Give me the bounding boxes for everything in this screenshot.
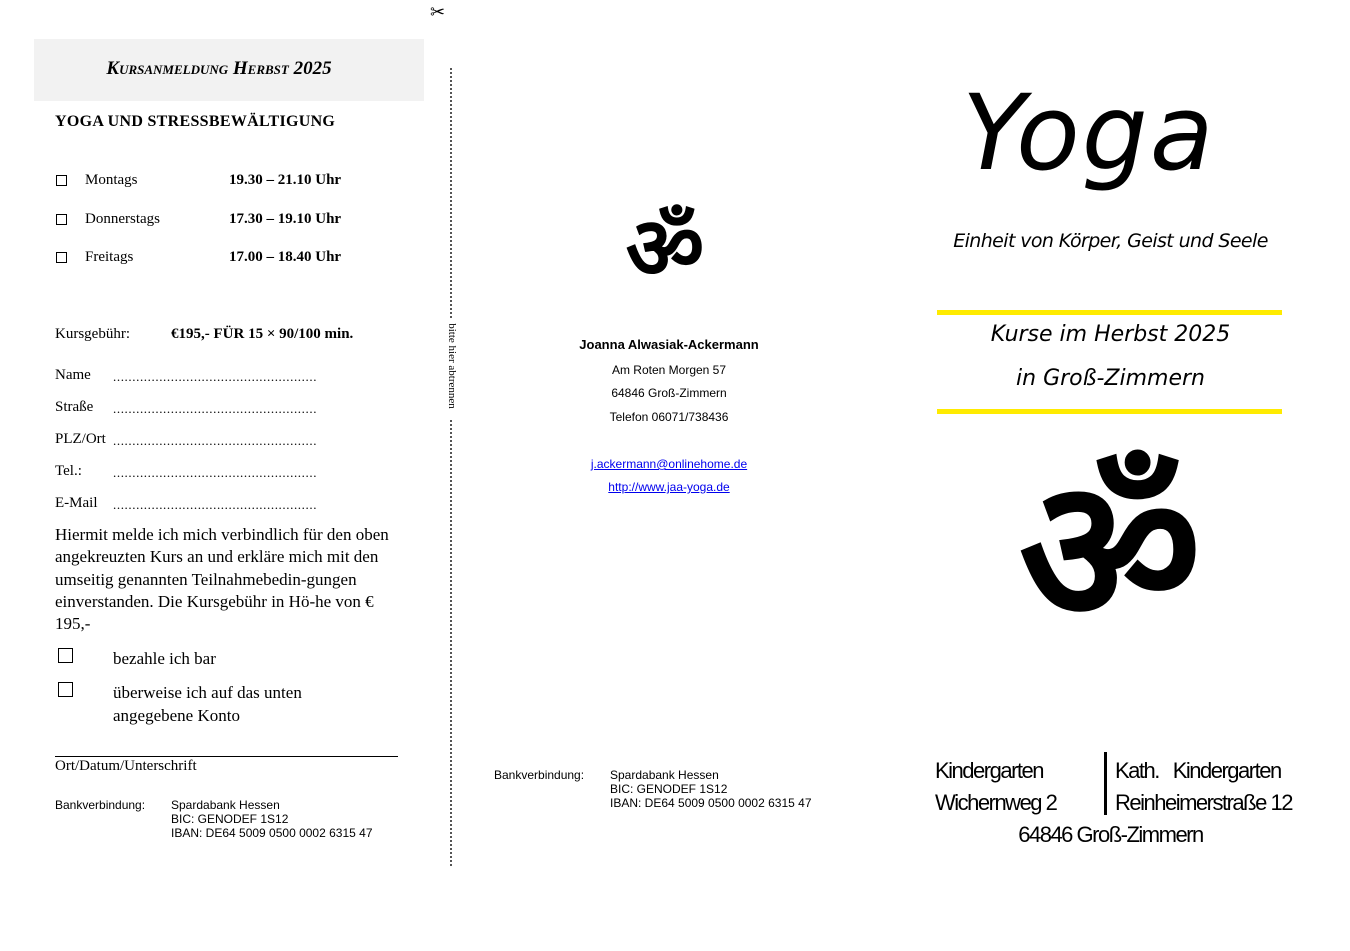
schedule-day: Montags [85,172,138,188]
checkbox-pay-transfer[interactable] [58,682,73,697]
course-name: YOGA UND STRESSBEWÄLTIGUNG [55,113,336,130]
fee-value: €195,- FÜR 15 × 90/100 min. [171,326,354,342]
plz-field[interactable]: ..................................................... [113,433,318,448]
field-label-tel: Tel.: [55,463,82,479]
pay-cash-label: bezahle ich bar [113,649,216,668]
name-field[interactable]: ..................................................... [113,369,318,384]
tel-field[interactable]: ..................................................... [113,465,318,480]
bank-iban: IBAN: DE64 5009 0500 0002 6315 47 [171,826,373,840]
cut-label: bitte hier abtrennen [446,323,458,409]
venue2-line1: Kath. Kindergarten [1115,758,1281,783]
venue-city: 64846 Groß-Zimmern [1018,822,1203,847]
schedule-time: 17.00 – 18.40 Uhr [229,249,342,265]
pay-transfer-label: überweise ich auf das unten angegebene Konto [113,683,302,725]
checkbox-pay-cash[interactable] [58,648,73,663]
checkbox-donnerstags[interactable] [56,214,67,225]
bank-label: Bankverbindung: [494,768,585,782]
contact-name: Joanna Alwasiak-Ackermann [579,337,759,352]
field-label-name: Name [55,367,91,383]
declaration-text: Hiermit melde ich mich verbindlich für den oben angekreuzten Kurs an und erkläre mich mit den umseitig genannten Teilnahmebedin-gungen einverstanden. Die Kursgebühr in Hö-he von € 195,- [55,525,389,634]
yellow-bar-top [937,310,1282,315]
bank-label: Bankverbindung: [55,798,146,812]
cover-title: Yoga [962,72,1216,194]
contact-phone: Telefon 06071/738436 [609,410,729,424]
field-label-email: E-Mail [55,495,98,511]
checkbox-freitags[interactable] [56,252,67,263]
signature-line[interactable] [55,756,398,757]
bank-bic: BIC: GENODEF 1S12 [171,812,289,826]
om-small-icon [612,196,718,288]
bank-bic: BIC: GENODEF 1S12 [610,782,728,796]
schedule-day: Donnerstags [85,211,160,227]
bank-iban: IBAN: DE64 5009 0500 0002 6315 47 [610,796,812,810]
schedule-time: 19.30 – 21.10 Uhr [229,172,342,188]
contact-street: Am Roten Morgen 57 [611,363,727,377]
contact-email-link[interactable]: j.ackermann@onlinehome.de [590,457,748,471]
contact-city: 64846 Groß-Zimmern [611,386,727,400]
schedule-day: Freitags [85,249,134,265]
registration-title: Kursanmeldung Herbst 2025 [106,58,332,79]
om-large-glyph: ॐ [1018,436,1202,640]
signature-label: Ort/Datum/Unterschrift [55,758,197,774]
venue-divider [1104,752,1107,815]
cover-subtitle: Einheit von Körper, Geist und Seele [953,230,1268,252]
om-large-icon [1005,425,1215,640]
street-field[interactable]: ..................................................... [113,401,318,416]
venue2-line2: Reinheimerstraße 12 [1115,790,1292,815]
om-small-glyph: ॐ [625,199,705,288]
course-location: in Groß-Zimmern [1016,366,1205,391]
cut-line [450,68,452,866]
course-season: Kurse im Herbst 2025 [990,322,1231,347]
scissors-icon: ✂ [430,2,446,22]
bank-name: Spardabank Hessen [610,768,719,782]
checkbox-montags[interactable] [56,175,67,186]
field-label-street: Straße [55,399,94,415]
bank-name: Spardabank Hessen [171,798,280,812]
schedule-time: 17.30 – 19.10 Uhr [229,211,342,227]
fee-label: Kursgebühr: [55,326,130,342]
yellow-bar-bottom [937,409,1282,414]
field-label-plz: PLZ/Ort [55,431,106,447]
contact-website-link[interactable]: http://www.jaa-yoga.de [608,480,730,494]
email-field[interactable]: ..................................................... [113,497,318,512]
venue1-line1: Kindergarten [935,758,1043,783]
venue1-line2: Wichernweg 2 [935,790,1057,815]
